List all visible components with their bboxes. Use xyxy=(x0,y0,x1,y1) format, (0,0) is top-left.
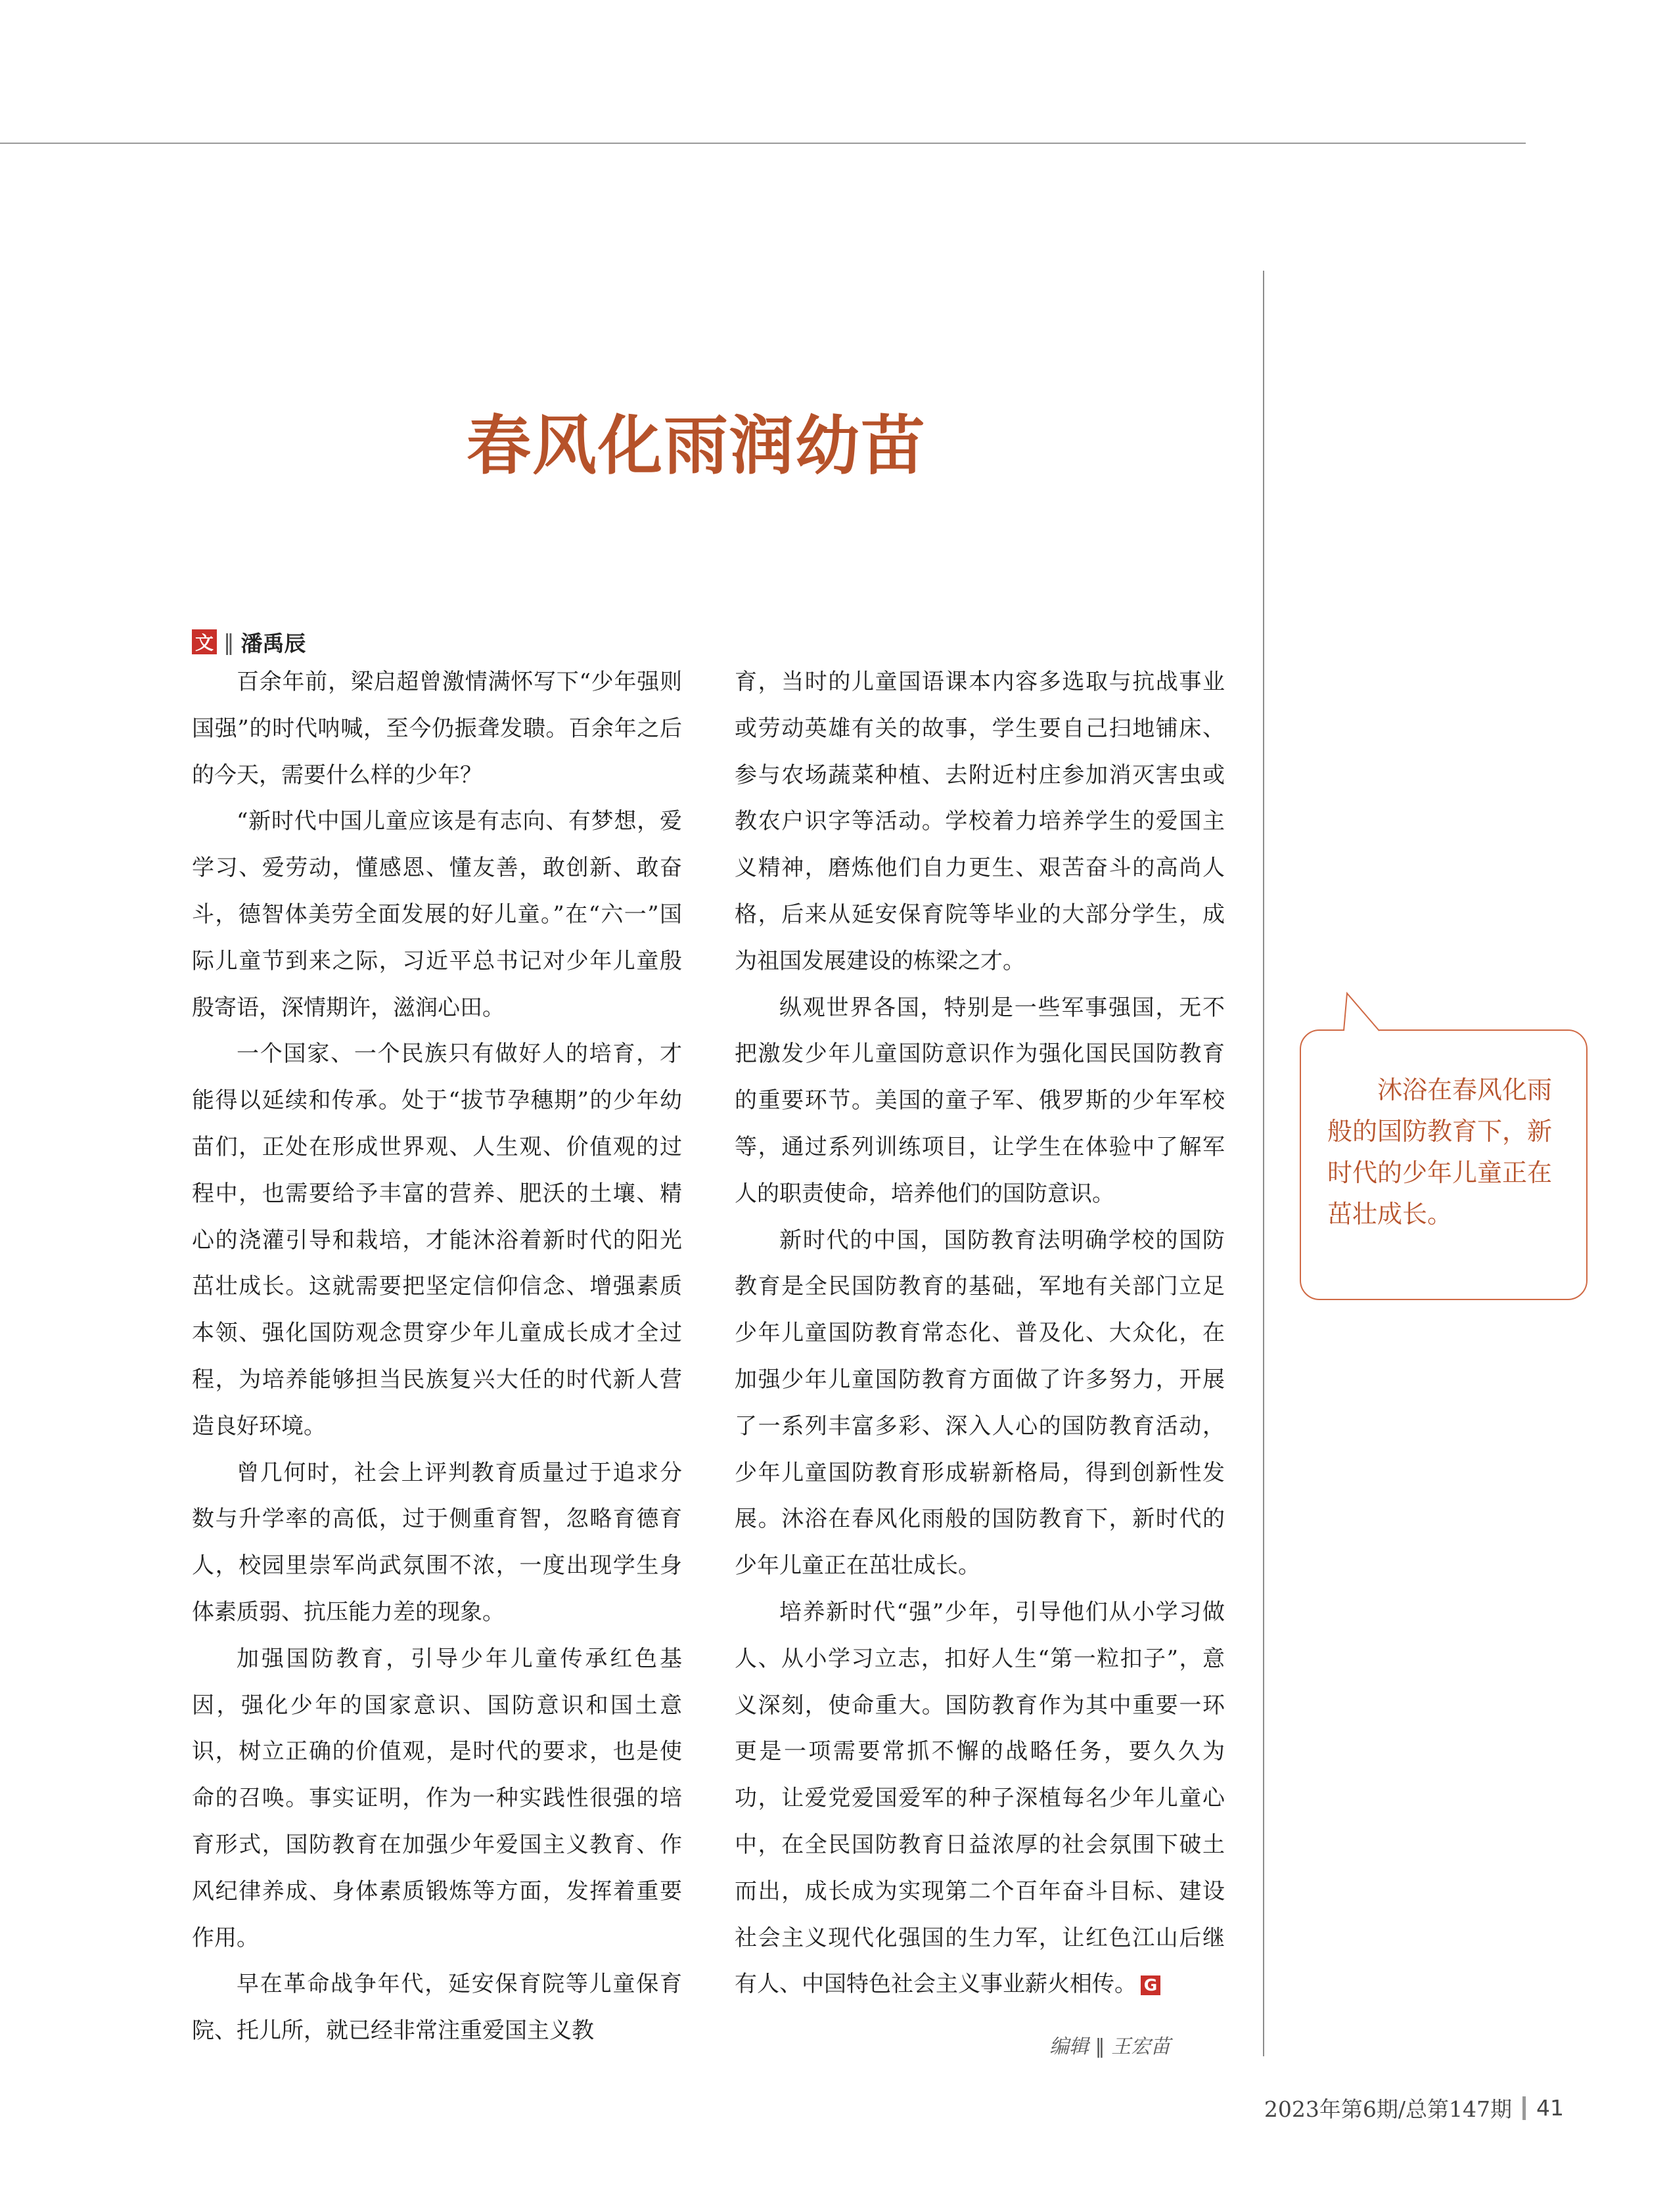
paragraph-final xyxy=(735,1589,1225,2008)
byline-separator: ‖ xyxy=(223,629,235,655)
paragraph-final-text: 培养新时代“强”少年，引导他们从小学习做人、从小学习立志，扣好人生“第一粒扣子”，意义深刻，使命重大。国防教育作为其中重要一环更是一项需要常抓不懈的战略任务，要久久为功，让爱党爱国爱军的种子深植每名少年儿童心中，在全民国防教育日益浓厚的社会氛围下破土而出，成长成为实现第二个百年奋斗目标、建设社会主义现代化强国的生力军，让红色江山后继有人、中国特色社会主义事业薪火相传。 xyxy=(735,1598,1225,1998)
paragraph: 百余年前，梁启超曾激情满怀写下“少年强则国强”的时代呐喊，至今仍振聋发聩。百余年之后的今天，需要什么样的少年？ xyxy=(192,669,682,788)
right-column xyxy=(735,659,1225,2008)
paragraph: 新时代的中国，国防教育法明确学校的国防教育是全民国防教育的基础，军地有关部门立足少年儿童国防教育常态化、普及化、大众化，在加强少年儿童国防教育方面做了许多努力，开展了一系列丰富多彩、深入人心的国防教育活动，少年儿童国防教育形成崭新格局，得到创新性发展。沐浴在春风化雨般的国防教育下，新时代的少年儿童正在茁壮成长。 xyxy=(735,1227,1225,1579)
paragraph: “新时代中国儿童应该是有志向、有梦想，爱学习、爱劳动，懂感恩、懂友善，敢创新、敢奋斗，德智体美劳全面发展的好儿童。”在“六一”国际儿童节到来之际，习近平总书记对少年儿童殷殷寄语，深情期许，滋润心田。 xyxy=(192,808,682,1021)
article-title: 春风化雨润幼苗 xyxy=(466,409,926,484)
footer-divider xyxy=(1522,2096,1526,2120)
author-name: 潘禹辰 xyxy=(240,630,306,656)
page-footer xyxy=(1264,2092,1564,2123)
paragraph: 曾几何时，社会上评判教育质量过于追求分数与升学率的高低，过于侧重育智，忽略育德育人，校园里崇军尚武氛围不浓，一度出现学生身体素质弱、抗压能力差的现象。 xyxy=(192,1459,682,1625)
sidebar-divider xyxy=(1263,271,1264,2056)
paragraph: 一个国家、一个民族只有做好人的培育，才能得以延续和传承。处于“拔节孕穗期”的少年幼苗们，正处在形成世界观、人生观、价值观的过程中，也需要给予丰富的营养、肥沃的土壤、精心的浇灌引导和栽培，才能沐浴着新时代的阳光茁壮成长。这就需要把坚定信仰信念、增强素质本领、强化国防观念贯穿少年儿童成长成才全过程，为培养能够担当民族复兴大任的时代新人营造良好环境。 xyxy=(192,1041,682,1439)
editor-credit: 编辑 ‖ 王宏苗 xyxy=(1049,2035,1171,2058)
left-column xyxy=(192,659,682,2054)
byline-text-mark: 文 xyxy=(192,629,217,654)
byline xyxy=(192,625,306,658)
issue-info: 2023年第6期/总第147期 xyxy=(1264,2096,1512,2122)
page-number: 41 xyxy=(1536,2095,1564,2121)
paragraph: 早在革命战争年代，延安保育院等儿童保育院、托儿所，就已经非常注重爱国主义教 xyxy=(192,1971,682,2044)
paragraph: 加强国防教育，引导少年儿童传承红色基因，强化少年的国家意识、国防意识和国土意识，树立正确的价值观，是时代的要求，也是使命的召唤。事实证明，作为一种实践性很强的培育形式，国防教育在加强少年爱国主义教育、作风纪律养成、身体素质锻炼等方面，发挥着重要作用。 xyxy=(192,1645,682,1951)
paragraph-continued: 育，当时的儿童国语课本内容多选取与抗战事业或劳动英雄有关的故事，学生要自己扫地铺床、参与农场蔬菜种植、去附近村庄参加消灭害虫或教农户识字等活动。学校着力培养学生的爱国主义精神，磨炼他们自力更生、艰苦奋斗的高尚人格，后来从延安保育院等毕业的大部分学生，成为祖国发展建设的栋梁之才。 xyxy=(735,669,1225,974)
paragraph: 纵观世界各国，特别是一些军事强国，无不把激发少年儿童国防意识作为强化国民国防教育的重要环节。美国的童子军、俄罗斯的少年军校等，通过系列训练项目，让学生在体验中了解军人的职责使命，培养他们的国防意识。 xyxy=(735,994,1225,1207)
speech-bubble-tail-icon xyxy=(1344,993,1381,1031)
end-mark-icon: G xyxy=(1141,1975,1160,1995)
pull-quote-text: 沐浴在春风化雨般的国防教育下，新时代的少年儿童正在茁壮成长。 xyxy=(1327,1075,1553,1229)
top-rule xyxy=(0,143,1526,144)
